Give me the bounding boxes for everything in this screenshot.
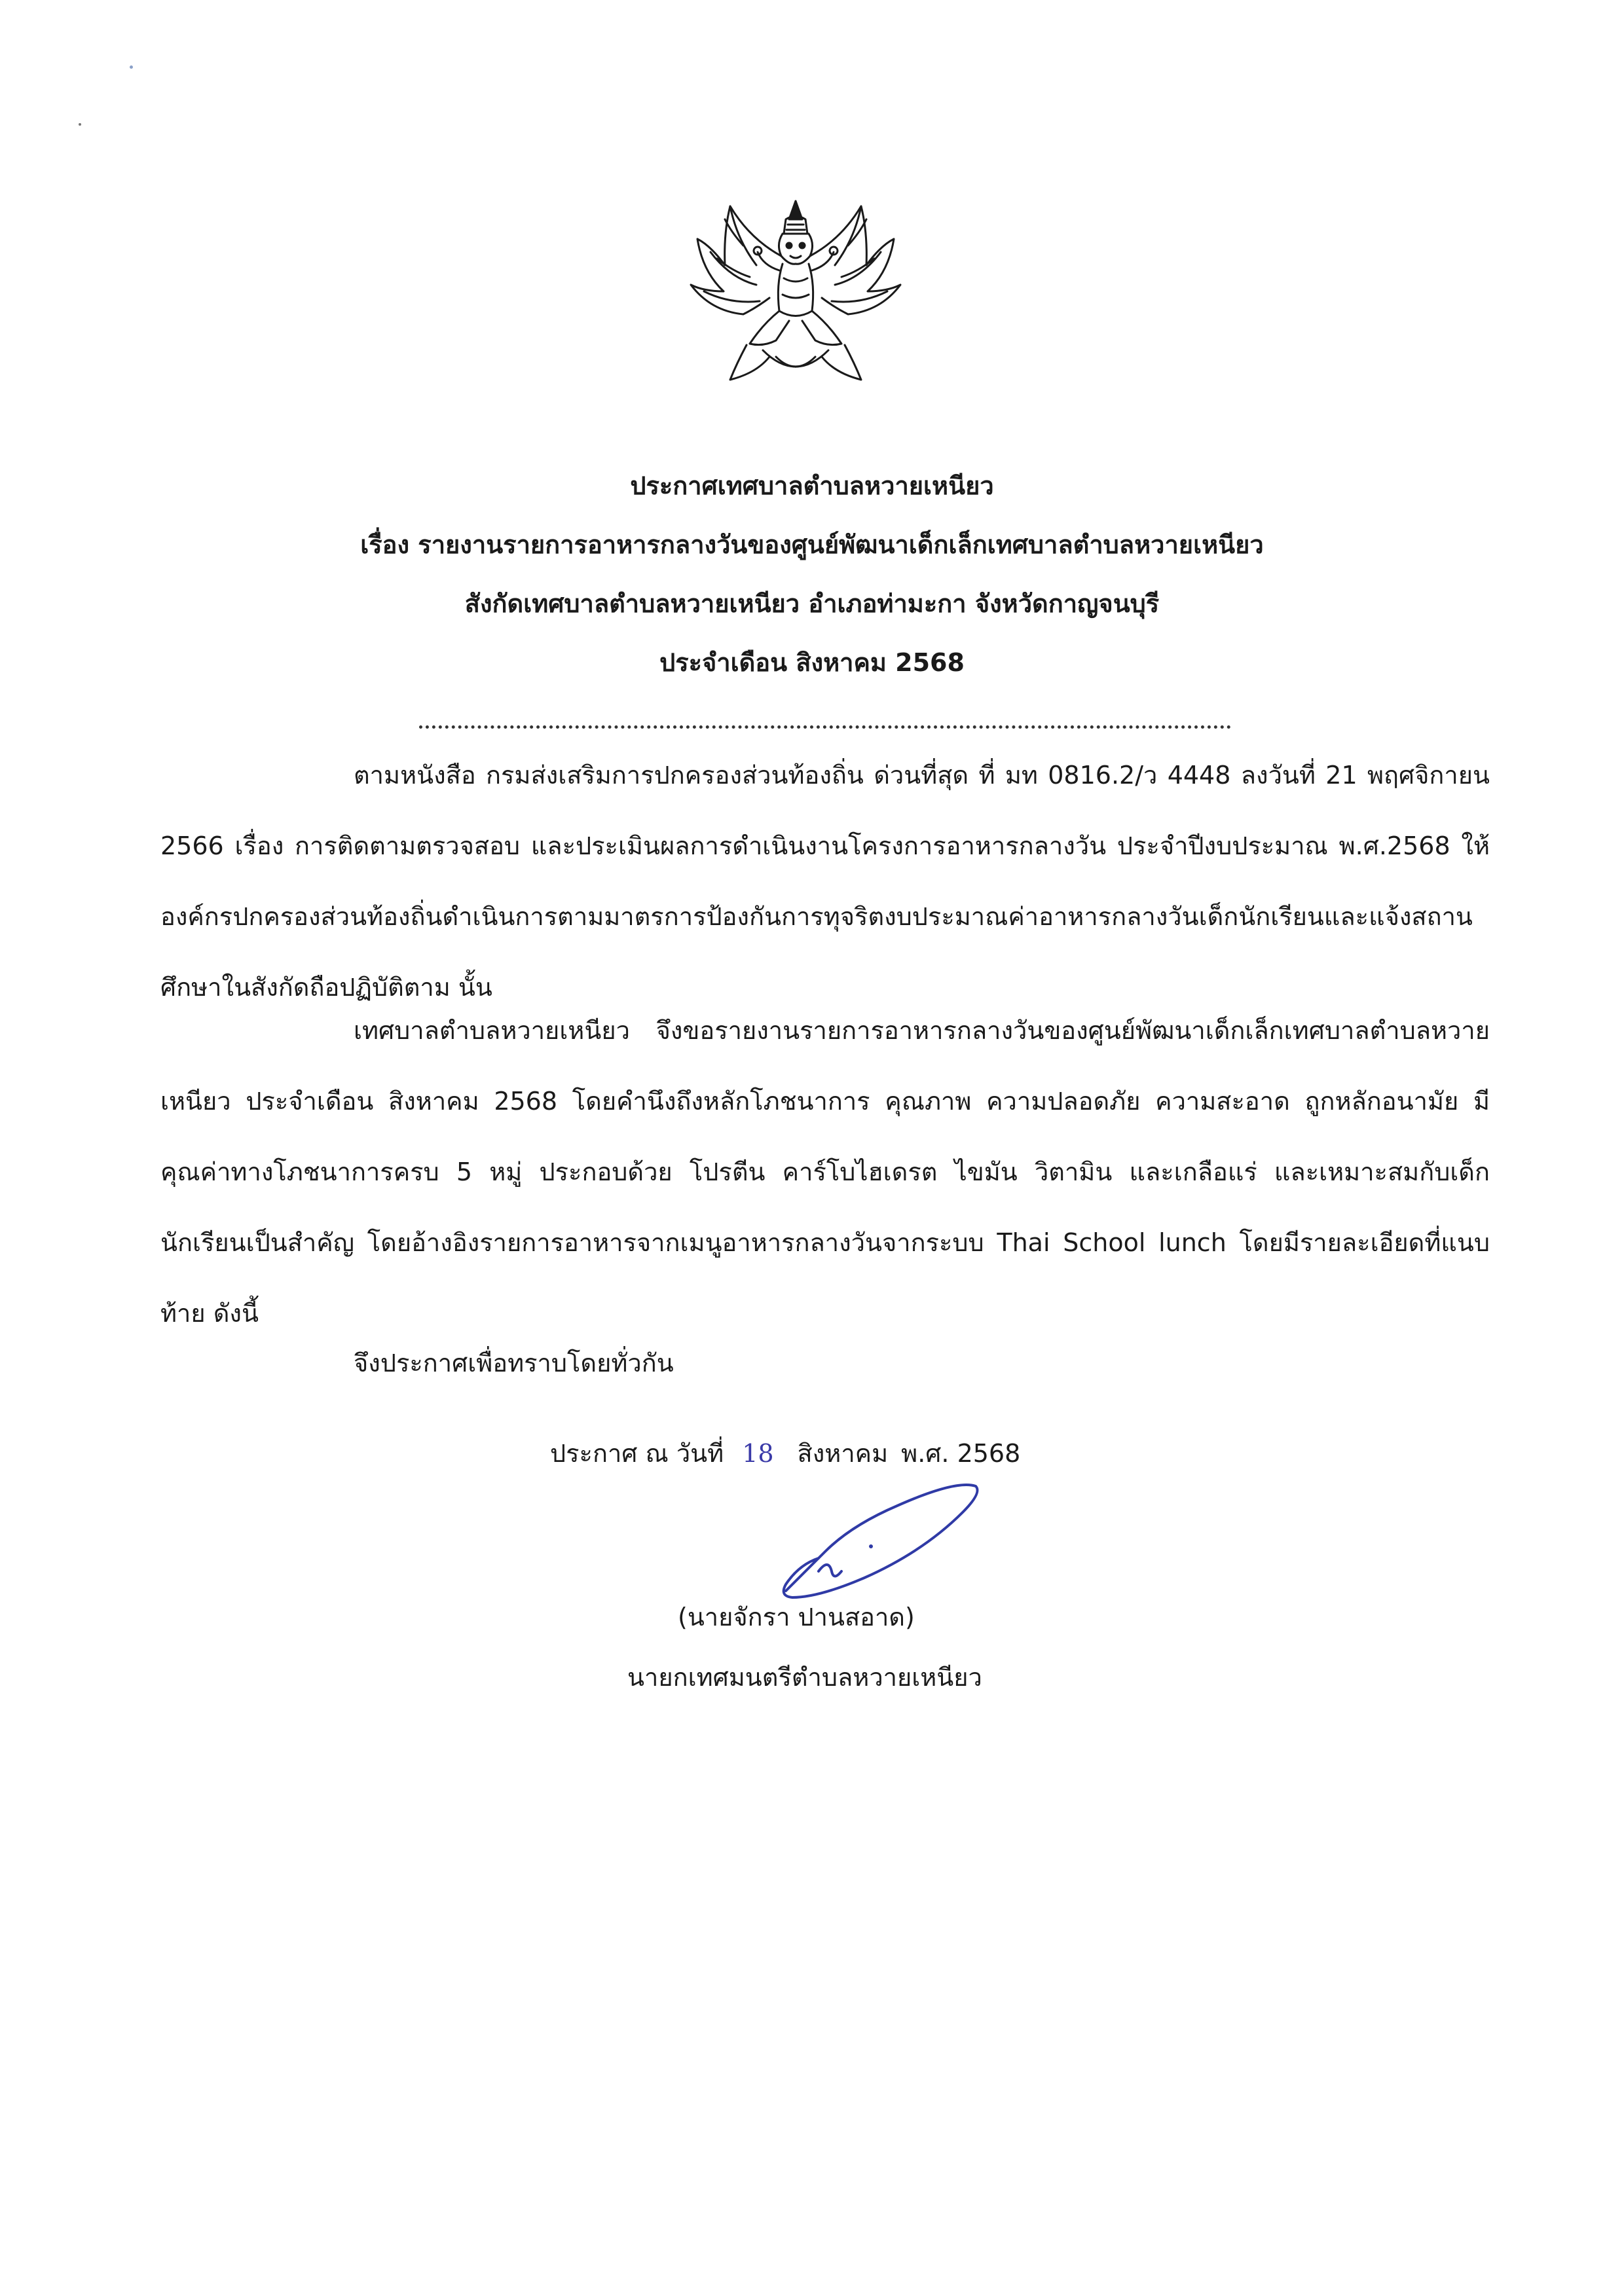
body-paragraph-1-text: ตามหนังสือ กรมส่งเสริมการปกครองส่วนท้องถิ่น ด่วนที่สุด ที่ มท 0816.2/ว 4448 ลงวันที่ 21 พฤศจิกายน 2566 เรื่อง การติดตามตรวจสอบ และประเมินผลการดำเนินงานโครงการอาหารกลางวัน ประจำปีงบประมาณ พ.ศ.2568 ให้องค์กรปกครองส่วนท้องถิ่นดำเนินการตามมาตรการป้องกันการทุจริตงบประมาณค่าอาหารกลางวันเด็กนักเรียนและแจ้งสถานศึกษาในสังกัดถือปฏิบัติตาม นั้น — [160, 761, 1490, 1002]
closing-statement: จึงประกาศเพื่อทราบโดยทั่วกัน — [354, 1349, 674, 1377]
dotted-divider — [419, 725, 1231, 729]
signer-name: (นายจักรา ปานสอาด) — [678, 1603, 915, 1631]
announcement-subject: เรื่อง รายงานรายการอาหารกลางวันของศูนย์พัฒนาเด็กเล็กเทศบาลตำบลหวายเหนียว — [360, 530, 1264, 559]
date-prefix: ประกาศ ณ วันที่ — [550, 1439, 724, 1468]
date-day: 18 — [742, 1439, 774, 1468]
announcement-date — [550, 1434, 1020, 1473]
date-month: สิงหาคม — [797, 1439, 889, 1468]
announcement-affiliation: สังกัดเทศบาลตำบลหวายเหนียว อำเภอท่ามะกา จังหวัดกาญจนบุรี — [464, 589, 1160, 618]
scan-speck — [130, 65, 133, 69]
signer-title: นายกเทศมนตรีตำบลหวายเหนียว — [627, 1663, 982, 1692]
handwritten-signature — [766, 1473, 989, 1611]
body-paragraph-1 — [160, 740, 1490, 1023]
body-paragraph-2 — [160, 995, 1490, 1349]
body-paragraph-2-text: เทศบาลตำบลหวายเหนียว จึงขอรายงานรายการอาหารกลางวันของศูนย์พัฒนาเด็กเล็กเทศบาลตำบลหวายเหนียว ประจำเดือน สิงหาคม 2568 โดยคำนึงถึงหลักโภชนาการ คุณภาพ ความปลอดภัย ความสะอาด ถูกหลักอนามัย มีคุณค่าทางโภชนาการครบ 5 หมู่ ประกอบด้วย โปรตีน คาร์โบไฮเดรต ไขมัน วิตามิน และเกลือแร่ และเหมาะสมกับเด็กนักเรียนเป็นสำคัญ โดยอ้างอิงรายการอาหารจากเมนูอาหารกลางวันจากระบบ Thai School lunch โดยมีรายละเอียดที่แนบท้าย ดังนี้ — [160, 1016, 1490, 1328]
announcement-title: ประกาศเทศบาลตำบลหวายเหนียว — [630, 471, 994, 500]
announcement-period: ประจำเดือน สิงหาคม 2568 — [659, 648, 965, 677]
garuda-emblem-icon — [684, 193, 907, 390]
scan-speck — [79, 123, 81, 126]
date-year: พ.ศ. 2568 — [901, 1439, 1021, 1468]
